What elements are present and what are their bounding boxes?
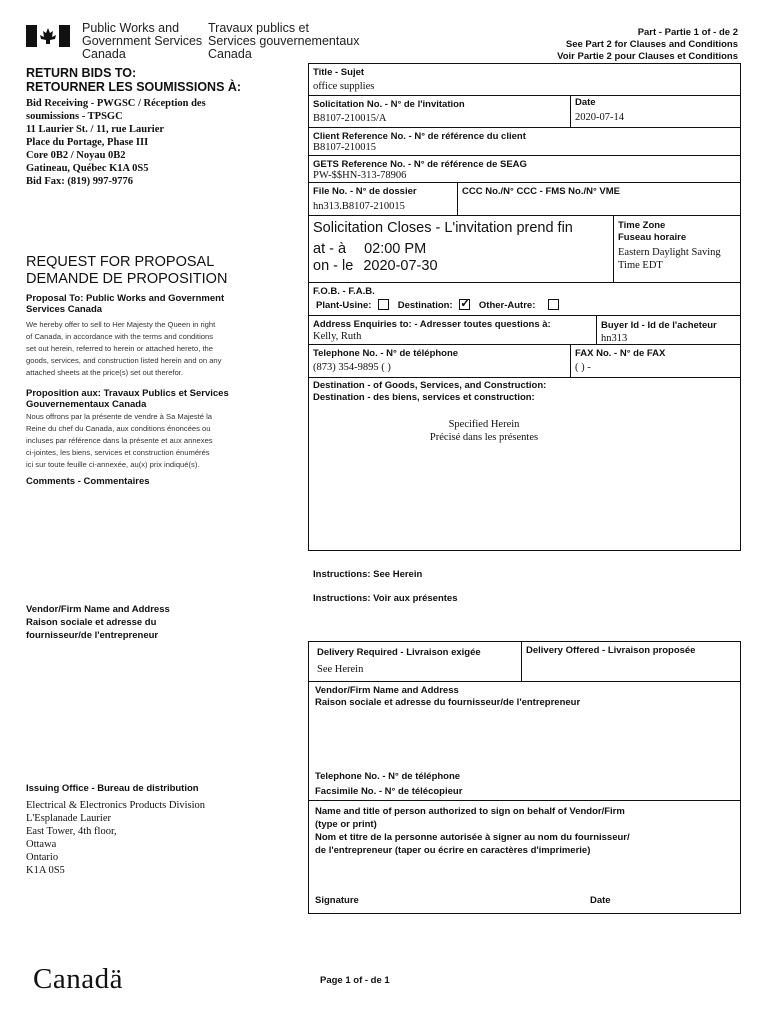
ccc-no-label: CCC No./N° CCC - FMS No./N° VME [462,186,621,197]
destination-label: Destination - of Goods, Services, and Construction: Destination - des biens, services et construction: [313,380,547,403]
delivery-required-value: See Herein [317,664,364,675]
plant-checkbox[interactable] [378,299,389,310]
file-no-label: File No. - N° de dossier [313,186,417,197]
proposition-aux: Proposition aux: Travaux Publics et Services Gouvernementaux Canada [26,388,229,410]
delivery-offered-label: Delivery Offered - Livraison proposée [526,645,696,656]
issuing-office-label: Issuing Office - Bureau de distribution [26,783,199,794]
offer-paragraph-en: We hereby offer to sell to Her Majesty the Queen in right of Canada, in accordance with the terms and conditions set out herein, referred to herein or attached hereto, the goods, services, and construction listed herein and on any attached sheets at the price(s) set out therefor. [26,320,222,377]
signature-date-label: Date [590,895,611,906]
time-zone-label: Time Zone Fuseau horaire [618,220,687,243]
vendor-facsimile-label: Facsimile No. - N° de télécopieur [315,786,463,797]
dept-name-en: Public Works and Government Services Canada [82,21,203,61]
return-bids-title: RETURN BIDS TO: RETOURNER LES SOUMISSIONS À: [26,66,242,94]
plant-label: Plant-Usine: [316,300,372,311]
canada-flag-icon [26,25,70,47]
vendor-firm-label: Vendor/Firm Name and Address Raison sociale et adresse du fournisseur/de l'entrepreneur [26,604,170,641]
page-number: Page 1 of - de 1 [320,975,390,986]
vendor-telephone-label: Telephone No. - N° de téléphone [315,771,461,782]
other-label: Other-Autre: [478,300,536,311]
dept-name-fr: Travaux publics et Services gouvernementaux Canada [208,21,360,61]
client-ref-label: Client Reference No. - N° de référence du client [313,131,526,142]
enquiries-label: Address Enquiries to: - Adresser toutes questions à: [313,319,551,330]
vendor-name-label: Vendor/Firm Name and Address Raison sociale et adresse du fournisseur/de l'entrepreneur [315,685,581,708]
canada-wordmark: Canadä [33,963,123,995]
on-label: on - le [313,258,354,274]
file-no-value: hn313.B8107-210015 [313,201,405,212]
gets-ref-value: PW-$$HN-313-78906 [313,170,407,181]
issuing-office-address: Electrical & Electronics Products Division L'Esplanade Laurier East Tower, 4th floor, Ottawa Ontario K1A 0S5 [26,800,206,876]
instructions-en: Instructions: See Herein [313,569,423,580]
solicitation-value: B8107-210015/A [313,113,387,124]
destination-checkbox[interactable] [459,296,471,310]
check-mark-icon: ✓ [460,296,471,310]
fax-label: FAX No. - N° de FAX [575,348,666,359]
proposal-to: Proposal To: Public Works and Government Services Canada [26,293,225,315]
telephone-label: Telephone No. - N° de téléphone [313,348,459,359]
offer-paragraph-fr: Nous offrons par la présente de vendre à Sa Majesté la Reine du chef du Canada, aux conditions énoncées ou incluses par référence dans la présente et aux annexes ci-jointes, les biens, services et construction énumérés ici sur toute feuille ci-annexée, au(x) prix indiqué(s). [26,412,213,469]
destination-option-label: Destination: [397,300,453,311]
delivery-required-label: Delivery Required - Livraison exigée [317,647,481,658]
enquiries-value: Kelly, Ruth [313,331,362,342]
destination-value: Specified Herein Précisé dans les présentes [429,419,539,443]
return-address: Bid Receiving - PWGSC / Réception des soumissions - TPSGC 11 Laurier St. / 11, rue Laurier Place du Portage, Phase III Core 0B2 / Noyau 0B2 Gatineau, Québec K1A 0S5 Bid Fax: (819) 997-9776 [26,98,206,187]
gets-ref-label: GETS Reference No. - N° de référence de SEAG [313,159,527,170]
closing-time [313,241,426,257]
buyer-id-label: Buyer Id - Id de l'acheteur [601,320,717,331]
date-value: 2020-07-14 [575,112,624,123]
client-ref-value: B8107-210015 [313,142,376,153]
closing-date-value: 2020-07-30 [363,258,438,274]
signature-label: Signature [315,895,359,906]
time-zone-value: Eastern Daylight Saving Time EDT [618,247,721,271]
closing-time-value: 02:00 PM [364,241,427,257]
solicitation-closes-title: Solicitation Closes - L'invitation prend fin [313,220,573,236]
instructions-fr: Instructions: Voir aux présentes [313,593,458,604]
authorized-signer-label: Name and title of person authorized to sign on behalf of Vendor/Firm (type or print) Nom et titre de la personne autorisée à signer au nom du fournisseur/ de l'entrepreneur (taper ou écrire en caractères d'imprimerie) [315,806,630,856]
closing-date [313,258,438,274]
fob-options [316,296,559,311]
fax-value: ( ) - [575,362,591,373]
comments-label: Comments - Commentaires [26,476,150,487]
title-label: Title - Sujet [313,67,365,78]
buyer-id-value: hn313 [601,333,628,344]
rfp-title: REQUEST FOR PROPOSAL DEMANDE DE PROPOSITION [26,254,228,287]
fob-label: F.O.B. - F.A.B. [313,286,375,297]
title-value: office supplies [313,81,375,92]
telephone-value: (873) 354-9895 ( ) [313,362,391,373]
other-checkbox[interactable] [548,299,559,310]
solicitation-label: Solicitation No. - N° de l'invitation [313,99,465,110]
part-indicator: Part - Partie 1 of - de 2 See Part 2 for Clauses and Conditions Voir Partie 2 pour Clauses et Conditions [557,27,738,62]
date-label: Date [575,97,596,108]
at-label: at - à [313,241,347,257]
